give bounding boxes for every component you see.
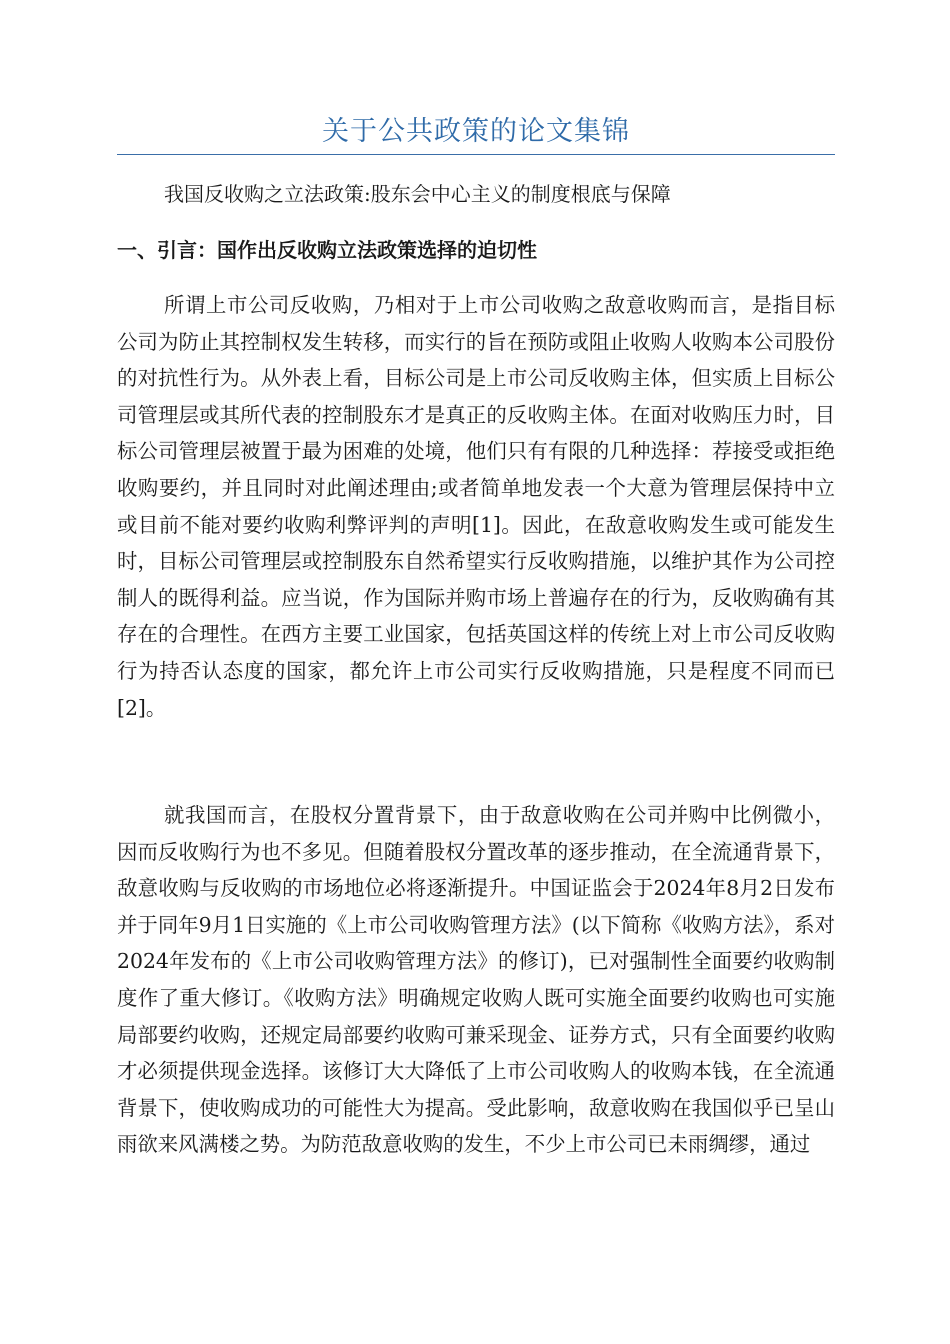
body-paragraph-2: 就我国而言，在股权分置背景下，由于敌意收购在公司并购中比例微小，因而反收购行为也不多见。但随着股权分置改革的逐步推动，在全流通背景下，敌意收购与反收购的市场地位必将逐渐提升。中国证监会于2024年8月2日发布并于同年9月1日实施的《上市公司收购管理方法》(以下简称《收购方法》，系对2024年发布的《上市公司收购管理方法》的修订)，已对强制性全面要约收购制度作了重大修订。《收购方法》明确规定收购人既可实施全面要约收购也可实施局部要约收购，还规定局部要约收购可兼采现金、证券方式，只有全面要约收购才必须提供现金选择。该修订大大降低了上市公司收购人的收购本钱，在全流通背景下，使收购成功的可能性大为提高。受此影响，敌意收购在我国似乎已呈山雨欲来风满楼之势。为防范敌意收购的发生，不少上市公司已未雨绸缪，通过 bbox=[117, 803, 835, 1157]
document-title: 关于公共政策的论文集锦 bbox=[322, 116, 630, 147]
body-paragraph-1: 所谓上市公司反收购，乃相对于上市公司收购之敌意收购而言，是指目标公司为防止其控制权发生转移，而实行的旨在预防或阻止收购人收购本公司股份的对抗性行为。从外表上看，目标公司是上市公司反收购主体，但实质上目标公司管理层或其所代表的控制股东才是真正的反收购主体。在面对收购压力时，目标公司管理层被置于最为困难的处境，他们只有有限的几种选择：荐接受或拒绝收购要约，并且同时对此阐述理由;或者简单地发表一个大意为管理层保持中立或目前不能对要约收购利弊评判的声明[1]。因此，在敌意收购发生或可能发生时，目标公司管理层或控制股东自然希望实行反收购措施，以维护其作为公司控制人的既得利益。应当说，作为国际并购市场上普遍存在的行为，反收购确有其存在的合理性。在西方主要工业国家，包括英国这样的传统上对上市公司反收购行为持否认态度的国家，都允许上市公司实行反收购措施，只是程度不同而已[2]。 bbox=[117, 293, 835, 720]
section-heading: 一、引言：国作出反收购立法政策选择的迫切性 bbox=[117, 238, 537, 262]
article-subtitle: 我国反收购之立法政策:股东会中心主义的制度根底与保障 bbox=[164, 182, 671, 206]
title-underline bbox=[117, 154, 835, 155]
